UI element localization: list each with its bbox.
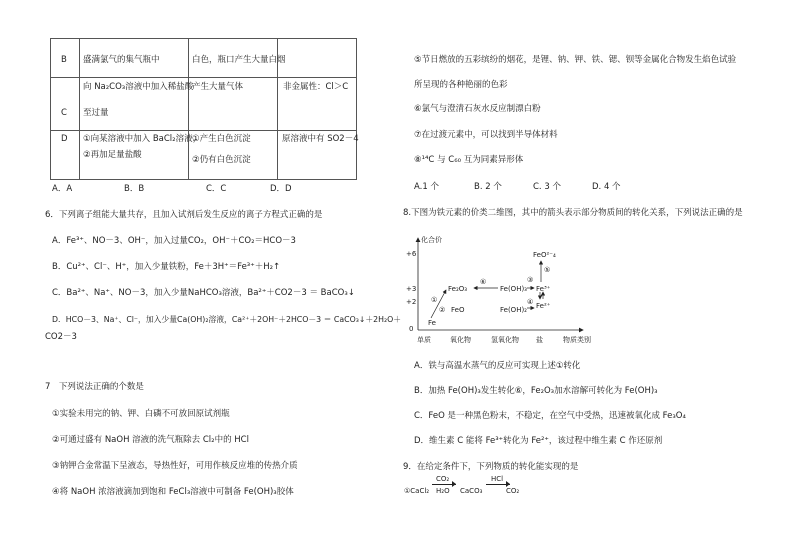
q6-option-a: A．Fe³⁺、NO－3、OH⁻，加入过量CO₂，OH⁻＋CO₂＝HCO－3 [52,236,296,246]
q6-option-b: B．Cu²⁺、Cl⁻、H⁺，加入少量铁粉，Fe＋3H⁺＝Fe³⁺＋H₂↑ [52,262,281,272]
q7-option-b: B. 2 个 [474,182,502,192]
row-d-phenomenon-1: ①产生白色沉淀 [192,134,251,144]
table-cell [50,77,80,131]
q7-item-7: ⑦在过渡元素中，可以找到半导体材料 [414,130,558,140]
q9-mid: CaCO₃ [460,487,483,495]
q9-stem: 9．在给定条件下，下列物质的转化能实现的是 [403,462,579,472]
row-c-condition-2: 至过量 [83,108,109,118]
table-cell [277,38,357,78]
q9-arrowhead-1 [452,481,456,487]
q7-item-6: ⑥氯气与澄清石灰水反应制漂白粉 [414,104,541,114]
option-a: A．A [52,184,73,194]
q6-stem: 6．下列离子组能大量共存，且加入试剂后发生反应的离子方程式正确的是 [45,210,323,220]
q7-option-a: A.1 个 [414,182,439,192]
row-d-phenomenon-2: ②仍有白色沉淀 [192,155,251,165]
row-d-conclusion: 原溶液中有 SO2－4 [282,134,359,144]
q7-item-5-line1: ⑤节日燃放的五彩缤纷的烟花，是锂、钠、钾、铁、锶、钡等金属化合物发生焰色试验 [414,55,737,65]
x-axis-label: 物质类别 [563,336,591,344]
q8-option-b: B．加热 Fe(OH)₃发生转化⑥，Fe₂O₃加水溶解可转化为 Fe(OH)₃ [414,386,658,396]
node-fe2o3: Fe₂O₃ [448,285,468,293]
q7-item-3: ③钠钾合金常温下呈液态，导热性好，可用作核反应堆的传热介质 [52,461,298,471]
q9-reagent-1: CO₂ [436,475,450,483]
q7-item-1: ①实验未用完的钠、钾、白磷不可放回原试剂瓶 [52,409,230,419]
row-c-phenomenon: 产生大量气体 [192,82,244,92]
q8-option-a: A．铁与高温水蒸气的反应可实现上述①转化 [414,361,581,371]
y-tick-0: 0 [409,325,414,333]
arrow-label-1: ① [431,296,438,304]
row-c-conclusion: 非金属性：Cl＞C [283,82,349,92]
node-feo: FeO [451,306,465,314]
x-cat-elemental: 单质 [417,336,431,344]
arrow-label-2: ② [439,306,446,314]
row-label-d: D [61,134,68,144]
y-tick-2: +2 [406,298,417,306]
option-d: D．D [270,184,292,194]
q9-reagent-2: HCl [491,475,504,483]
option-c: C．C [206,184,227,194]
q9-lhs: ①CaCl₂ [404,487,430,495]
q7-option-c: C. 3 个 [533,182,561,192]
x-cat-oxide: 氧化物 [450,336,471,344]
arrow-label-5: ⑤ [544,266,551,274]
y-tick-3: +3 [406,285,417,293]
q7-item-2: ②可通过盛有 NaOH 溶液的洗气瓶除去 Cl₂中的 HCl [52,435,249,445]
node-fe3: Fe³⁺ [536,285,551,293]
q7-stem: 7 下列说法正确的个数是 [45,382,144,392]
x-cat-salt: 盐 [536,336,543,344]
q7-item-4: ④将 NaOH 浓溶液滴加到饱和 FeCl₃溶液中可制备 Fe(OH)₃胶体 [52,487,294,497]
node-fe2: Fe²⁺ [536,302,551,310]
q6-option-d-cont: CO2－3 [45,332,77,342]
row-label-b: B [61,55,67,65]
q9-rhs: CO₂ [506,487,520,495]
row-d-condition-2: ②再加足量盐酸 [83,150,142,160]
y-tick-6: +6 [406,250,417,258]
row-b-condition: 盛满氯气的集气瓶中 [83,55,160,65]
node-feoh3: Fe(OH)₃ [500,285,527,293]
row-c-condition-1: 向 Na₂CO₃溶液中加入稀盐酸 [83,82,194,92]
arrow-label-4: ④ [527,298,534,306]
node-feoh2: Fe(OH)₂ [500,306,527,314]
row-b-phenomenon: 白色，瓶口产生大量白烟 [192,55,286,65]
q7-item-5-line2: 所呈现的各种艳丽的色彩 [414,80,508,90]
q8-stem: 8.下图为铁元素的价类二维图，其中的箭头表示部分物质间的转化关系，下列说法正确的是 [403,208,743,218]
q8-option-c: C．FeO 是一种黑色粉末，不稳定，在空气中受热，迅速被氧化成 Fe₃O₄ [414,411,686,421]
q9-condition-1: H₂O [436,487,450,495]
q6-option-d: D．HCO－3、Na⁺、Cl⁻，加入少量Ca(OH)₂溶液，Ca²⁺＋2OH⁻＋2HCO－3 ＝ CaCO₃↓＋2H₂O＋ [52,315,402,324]
q8-option-d: D．维生素 C 能将 Fe³⁺转化为 Fe²⁺，该过程中维生素 C 作还原剂 [414,436,663,446]
node-fe: Fe [428,319,436,327]
x-cat-hydroxide: 氢氧化物 [491,336,519,344]
arrow-label-6: ⑥ [480,278,487,286]
q6-option-c: C．Ba²⁺、Na⁺、NO－3，加入少量NaHCO₃溶液，Ba²⁺＋CO2－3 ＝ BaCO₃↓ [52,288,355,298]
iron-valence-diagram [403,232,743,344]
q7-option-d: D. 4 个 [592,182,621,192]
option-b: B．B [124,184,145,194]
row-d-condition-1: ①向某溶液中加入 BaCl₂溶液， [83,134,202,144]
arrow-label-3: ③ [527,276,534,284]
y-axis-label: 化合价 [421,236,442,244]
node-feo4: FeO²⁻₄ [533,251,556,259]
q7-item-8: ⑧¹⁴C 与 C₆₀ 互为同素异形体 [414,155,524,165]
row-label-c: C [61,108,67,118]
